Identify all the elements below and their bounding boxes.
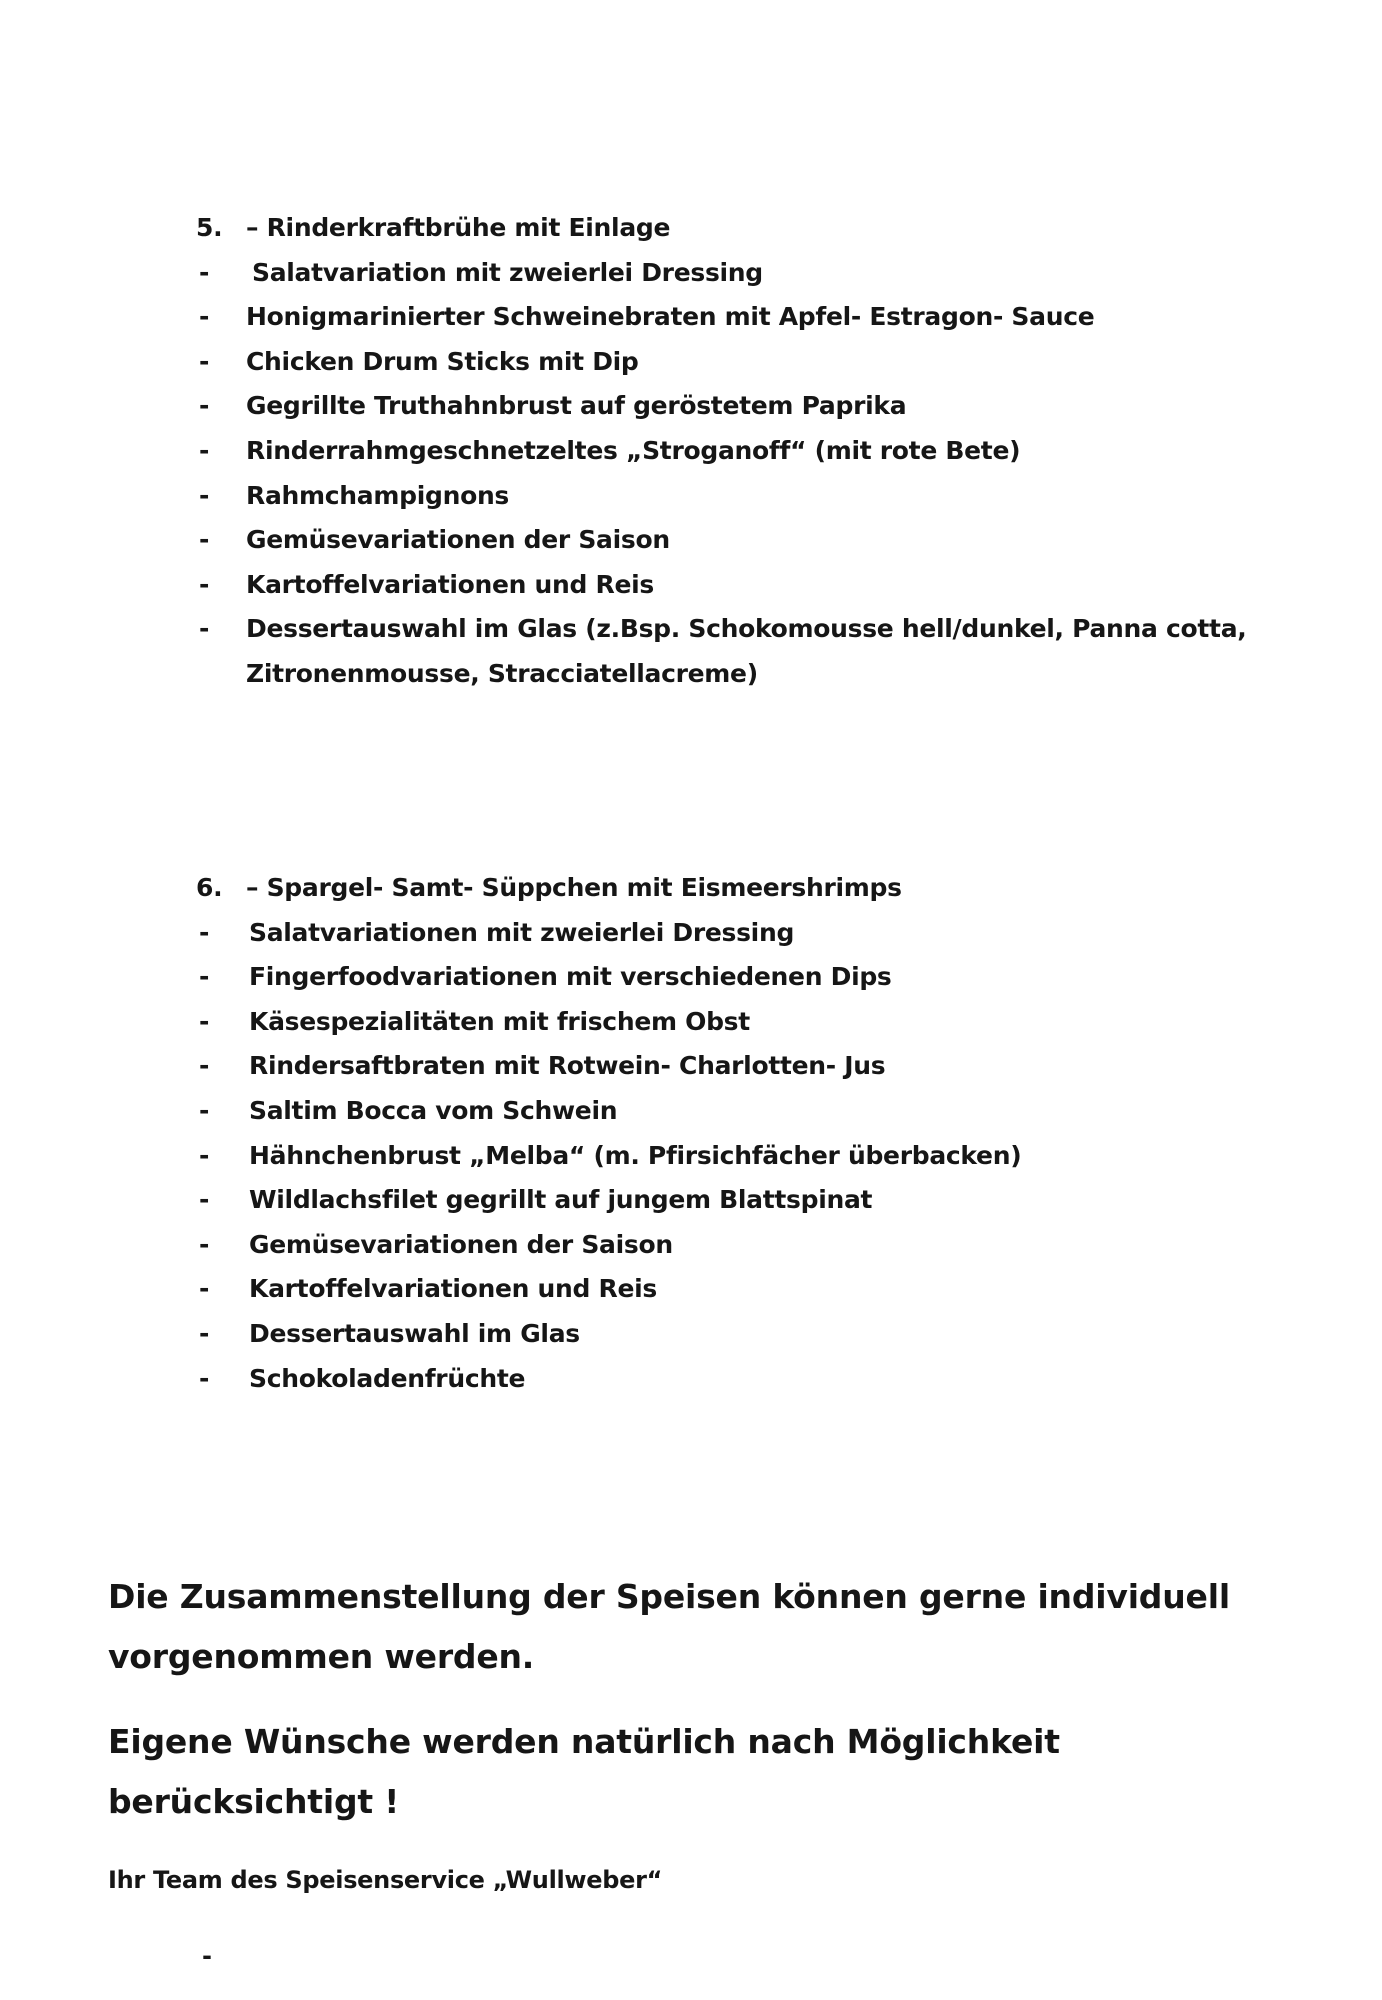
menu-item-text: Käsespezialitäten mit frischem Obst bbox=[249, 1006, 750, 1036]
bullet-dash: - bbox=[199, 1095, 210, 1125]
menu-item bbox=[196, 911, 1276, 956]
menu-item-text: Saltim Bocca vom Schwein bbox=[249, 1095, 618, 1125]
menu-item-text: Salatvariation mit zweierlei Dressing bbox=[252, 257, 763, 287]
menu-heading-text: – Spargel- Samt- Süppchen mit Eismeershrimps bbox=[246, 873, 902, 902]
bullet-dash: - bbox=[199, 1274, 210, 1304]
menu-item bbox=[196, 295, 1276, 340]
bullet-dash: - bbox=[199, 480, 210, 510]
menu-item bbox=[196, 1089, 1276, 1134]
bullet-dash: - bbox=[199, 1140, 210, 1170]
bullet-dash: - bbox=[199, 435, 210, 465]
bullet-dash: - bbox=[199, 346, 210, 376]
menu-number: 6. bbox=[196, 873, 223, 902]
menu-item-text: Gemüsevariationen der Saison bbox=[249, 1229, 673, 1259]
menu-item bbox=[196, 340, 1276, 385]
bullet-dash: - bbox=[199, 1006, 210, 1036]
bullet-dash: - bbox=[199, 1229, 210, 1259]
menu-item-text: Gemüsevariationen der Saison bbox=[246, 525, 670, 555]
menu-item bbox=[196, 1000, 1276, 1045]
menu-item bbox=[196, 518, 1276, 563]
menu-item-text: Dessertauswahl im Glas bbox=[249, 1318, 580, 1348]
bullet-dash: - bbox=[199, 917, 210, 947]
menu-item bbox=[196, 1044, 1276, 1089]
menu-6-list bbox=[196, 866, 1276, 1401]
menu-item bbox=[196, 429, 1276, 474]
menu-item-text: Honigmarinierter Schweinebraten mit Apfel- Estragon- Sauce bbox=[246, 302, 1095, 332]
bullet-dash: - bbox=[199, 569, 210, 599]
menu-item-text: Chicken Drum Sticks mit Dip bbox=[246, 346, 639, 376]
menu-item-text: Gegrillte Truthahnbrust auf geröstetem Paprika bbox=[246, 391, 907, 421]
menu-item-text: Schokoladenfrüchte bbox=[249, 1363, 526, 1393]
menu-item-text: Kartoffelvariationen und Reis bbox=[246, 569, 655, 599]
bullet-dash: - bbox=[199, 302, 210, 332]
bullet-dash: - bbox=[199, 1185, 210, 1215]
trailing-dash: - bbox=[202, 1942, 212, 1970]
menu-item bbox=[196, 474, 1276, 519]
menu-item bbox=[196, 1178, 1276, 1223]
bullet-dash: - bbox=[199, 614, 210, 644]
bullet-dash: - bbox=[199, 1051, 210, 1081]
menu-item bbox=[196, 1312, 1276, 1357]
menu-item-text: Rahmchampignons bbox=[246, 480, 510, 510]
bullet-dash: - bbox=[199, 1363, 210, 1393]
menu-item bbox=[196, 384, 1276, 429]
menu-item bbox=[196, 1134, 1276, 1179]
menu-item bbox=[196, 607, 1276, 696]
menu-5-heading bbox=[196, 206, 1276, 251]
menu-item bbox=[196, 1223, 1276, 1268]
menu-item-text: Kartoffelvariationen und Reis bbox=[249, 1274, 658, 1304]
signoff-team: Ihr Team des Speisenservice „Wullweber“ bbox=[108, 1866, 663, 1894]
note-own-wishes: Eigene Wünsche werden natürlich nach Möglichkeit berücksichtigt ! bbox=[108, 1722, 1060, 1821]
menu-item-text: Rindersaftbraten mit Rotwein- Charlotten- Jus bbox=[249, 1051, 886, 1081]
menu-item-text: Salatvariationen mit zweierlei Dressing bbox=[249, 917, 795, 947]
menu-item-text: Hähnchenbrust „Melba“ (m. Pfirsichfächer überbacken) bbox=[249, 1140, 1022, 1170]
bullet-dash: - bbox=[199, 1318, 210, 1348]
menu-item-text: Dessertauswahl im Glas (z.Bsp. Schokomousse hell/dunkel, Panna cotta, Zitronenmousse, Stracciatellacreme) bbox=[246, 614, 1247, 688]
menu-item-text: Rinderrahmgeschnetzeltes „Stroganoff“ (mit rote Bete) bbox=[246, 435, 1021, 465]
menu-item bbox=[196, 1267, 1276, 1312]
menu-5-list bbox=[196, 206, 1276, 697]
menu-item bbox=[196, 251, 1276, 296]
note-individual-composition: Die Zusammenstellung der Speisen können gerne individuell vorgenommen werden. bbox=[108, 1577, 1230, 1676]
menu-6-heading bbox=[196, 866, 1276, 911]
bullet-dash: - bbox=[199, 962, 210, 992]
menu-item-text: Wildlachsfilet gegrillt auf jungem Blattspinat bbox=[249, 1185, 873, 1215]
menu-heading-text: – Rinderkraftbrühe mit Einlage bbox=[246, 213, 671, 242]
menu-item-text: Fingerfoodvariationen mit verschiedenen Dips bbox=[249, 962, 892, 992]
menu-item bbox=[196, 955, 1276, 1000]
menu-item bbox=[196, 563, 1276, 608]
menu-number: 5. bbox=[196, 213, 223, 242]
bullet-dash: - bbox=[199, 257, 210, 287]
bullet-dash: - bbox=[199, 391, 210, 421]
bullet-dash: - bbox=[199, 525, 210, 555]
menu-item bbox=[196, 1357, 1276, 1402]
